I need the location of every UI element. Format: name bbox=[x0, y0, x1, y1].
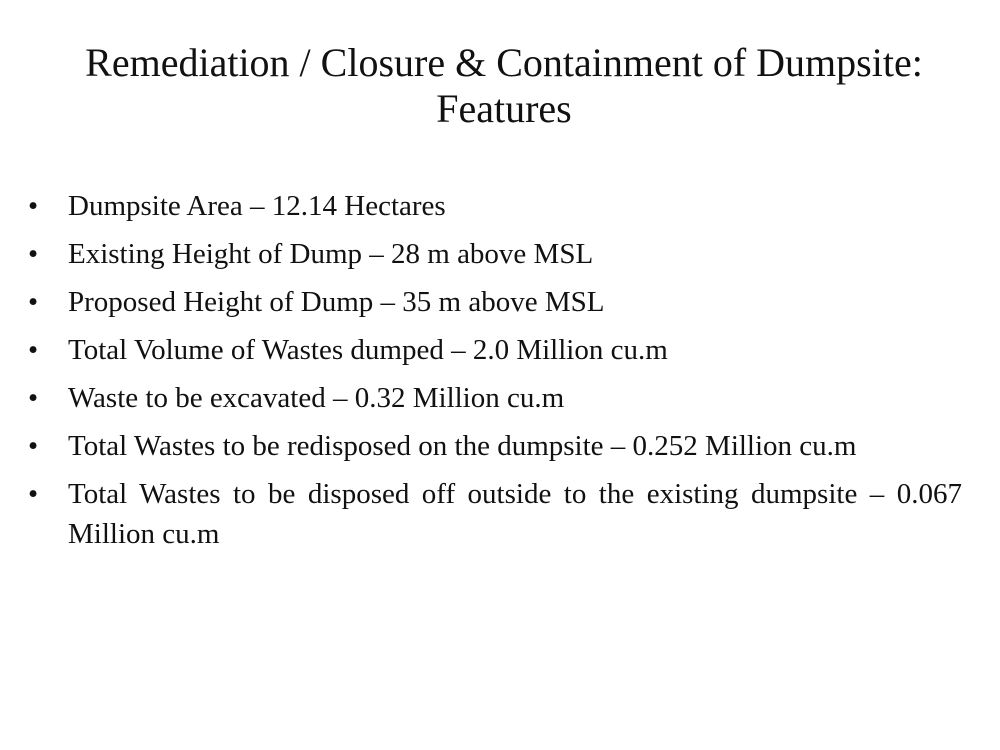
bullet-item-existing-height bbox=[26, 234, 962, 274]
bullet-text: Existing Height of Dump – 28 m above MSL bbox=[68, 238, 594, 270]
bullet-dot-icon: • bbox=[28, 238, 39, 270]
bullet-text: Total Wastes to be redisposed on the dumpsite – 0.252 Million cu.m bbox=[68, 430, 857, 462]
bullet-item-excavated bbox=[26, 378, 962, 418]
bullet-text: Dumpsite Area – 12.14 Hectares bbox=[68, 190, 446, 222]
bullet-list bbox=[26, 186, 962, 562]
bullet-text: Waste to be excavated – 0.32 Million cu.m bbox=[68, 382, 565, 414]
bullet-text: Proposed Height of Dump – 35 m above MSL bbox=[68, 286, 605, 318]
bullet-dot-icon: • bbox=[28, 190, 39, 222]
bullet-item-area bbox=[26, 186, 962, 226]
bullet-dot-icon: • bbox=[28, 382, 39, 414]
slide-title: Remediation / Closure & Containment of Dumpsite: Features bbox=[85, 40, 923, 131]
bullet-dot-icon: • bbox=[28, 286, 39, 318]
bullet-dot-icon: • bbox=[28, 478, 39, 510]
bullet-dot-icon: • bbox=[28, 334, 39, 366]
bullet-item-total-volume bbox=[26, 330, 962, 370]
bullet-item-redisposed bbox=[26, 426, 962, 466]
bullet-text: Total Wastes to be disposed off outside to the existing dumpsite – 0.067 Million cu.m bbox=[68, 478, 962, 550]
bullet-item-disposed-outside bbox=[26, 474, 962, 554]
bullet-item-proposed-height bbox=[26, 282, 962, 322]
bullet-text: Total Volume of Wastes dumped – 2.0 Million cu.m bbox=[68, 334, 668, 366]
bullet-dot-icon: • bbox=[28, 430, 39, 462]
